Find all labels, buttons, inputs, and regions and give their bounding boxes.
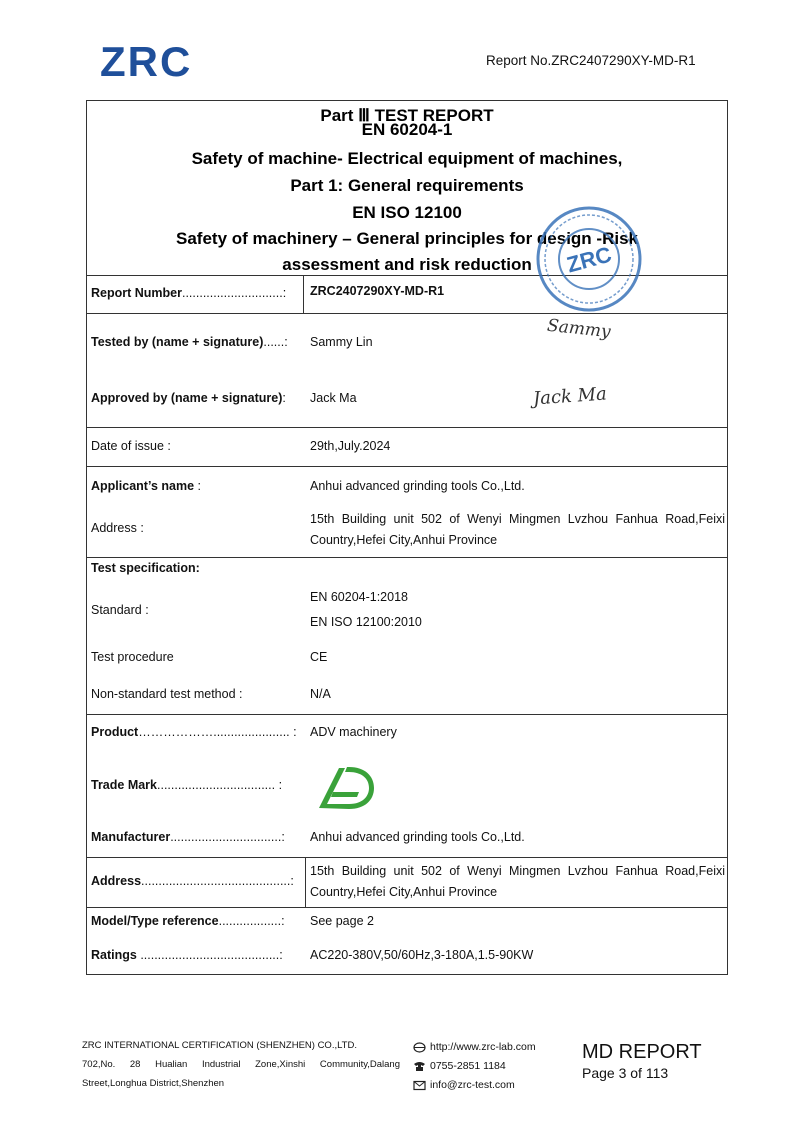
divider <box>87 714 727 715</box>
stamp-text: ZRC <box>564 241 615 278</box>
divider <box>87 313 727 314</box>
non-standard-method-value: N/A <box>310 687 331 701</box>
standard-value-2: EN ISO 12100:2010 <box>310 615 422 629</box>
footer-email[interactable]: info@zrc-test.com <box>430 1079 515 1091</box>
model-type-value: See page 2 <box>310 914 374 928</box>
standard-value-1: EN 60204-1:2018 <box>310 590 408 604</box>
email-icon <box>413 1080 426 1091</box>
report-number-label: Report Number.............................: <box>91 286 287 300</box>
divider <box>87 857 727 858</box>
date-of-issue-label: Date of issue : <box>91 439 171 453</box>
applicant-address-label: Address : <box>91 521 144 535</box>
model-type-label: Model/Type reference..................: <box>91 914 285 928</box>
title-standard-2: EN ISO 12100 <box>352 203 462 222</box>
report-number-header: Report No.ZRC2407290XY-MD-R1 <box>486 53 696 68</box>
ratings-value: AC220-380V,50/60Hz,3-180A,1.5-90KW <box>310 948 534 962</box>
footer-address-1: 702,No. 28 Hualian Industrial Zone,Xinshi Community,Dalang <box>82 1059 400 1070</box>
footer-company-info <box>82 1036 400 1093</box>
manufacturer-address-label: Address...........................................: <box>91 874 294 888</box>
phone-icon <box>413 1061 426 1072</box>
divider <box>87 466 727 467</box>
test-procedure-value: CE <box>310 650 328 664</box>
trademark-logo-icon <box>315 762 375 812</box>
applicant-address-value: 15th Building unit 502 of Wenyi Mingmen Lvzhou Fanhua Road,Feixi Country,Hefei City,Anhui Province <box>310 512 725 547</box>
trade-mark-label: Trade Mark.................................. : <box>91 778 283 792</box>
manufacturer-address-value: 15th Building unit 502 of Wenyi Mingmen Lvzhou Fanhua Road,Feixi Country,Hefei City,Anhui Province <box>310 864 725 899</box>
divider <box>87 427 727 428</box>
tested-by-value: Sammy Lin <box>310 335 373 349</box>
footer-address-2: Street,Longhua District,Shenzhen <box>82 1078 225 1089</box>
report-number-value: ZRC2407290XY-MD-R1 <box>310 284 445 298</box>
divider <box>87 557 727 558</box>
ratings-label: Ratings ........................................: <box>91 948 283 962</box>
test-procedure-label: Test procedure <box>91 650 174 664</box>
applicant-value: Anhui advanced grinding tools Co.,Ltd. <box>310 479 525 493</box>
md-report-label: MD REPORT <box>582 1041 702 1063</box>
date-of-issue-value: 29th,July.2024 <box>310 439 391 453</box>
column-divider <box>305 857 306 907</box>
svg-text:ZRC: ZRC <box>100 40 193 84</box>
footer-company-name: ZRC INTERNATIONAL CERTIFICATION (SHENZHEN) CO.,LTD. <box>82 1040 357 1051</box>
footer-contact <box>413 1038 536 1095</box>
product-label: Product………………...................... : <box>91 725 297 739</box>
footer-phone[interactable]: 0755-2851 1184 <box>430 1060 506 1072</box>
signature-sammy: Sammy <box>546 315 612 343</box>
applicant-label: Applicant’s name : <box>91 479 201 493</box>
approved-by-label: Approved by (name + signature): <box>91 391 286 405</box>
product-value: ADV machinery <box>310 725 397 739</box>
title-standard-1: EN 60204-1 <box>361 120 453 139</box>
zrc-logo <box>100 40 210 84</box>
signature-jack: Jack Ma <box>532 383 608 410</box>
title-line6: Safety of machinery – General principles for design -Risk <box>176 229 638 248</box>
test-specification-label: Test specification: <box>91 561 200 575</box>
standard-label: Standard : <box>91 603 149 617</box>
title-line7: assessment and risk reduction <box>282 255 532 274</box>
zrc-stamp <box>535 205 643 313</box>
manufacturer-value: Anhui advanced grinding tools Co.,Ltd. <box>310 830 525 844</box>
web-icon <box>413 1042 426 1053</box>
page-number: Page 3 of 113 <box>582 1065 669 1081</box>
footer-website[interactable]: http://www.zrc-lab.com <box>430 1041 536 1053</box>
title-line4: Part 1: General requirements <box>290 176 524 195</box>
title-line3: Safety of machine- Electrical equipment of machines, <box>191 149 623 168</box>
divider <box>87 907 727 908</box>
title-part: Part Ⅲ TEST REPORT <box>320 106 494 125</box>
column-divider <box>303 275 304 313</box>
manufacturer-label: Manufacturer................................: <box>91 830 285 844</box>
non-standard-method-label: Non-standard test method : <box>91 687 243 701</box>
approved-by-value: Jack Ma <box>310 391 357 405</box>
tested-by-label: Tested by (name + signature)......: <box>91 335 288 349</box>
